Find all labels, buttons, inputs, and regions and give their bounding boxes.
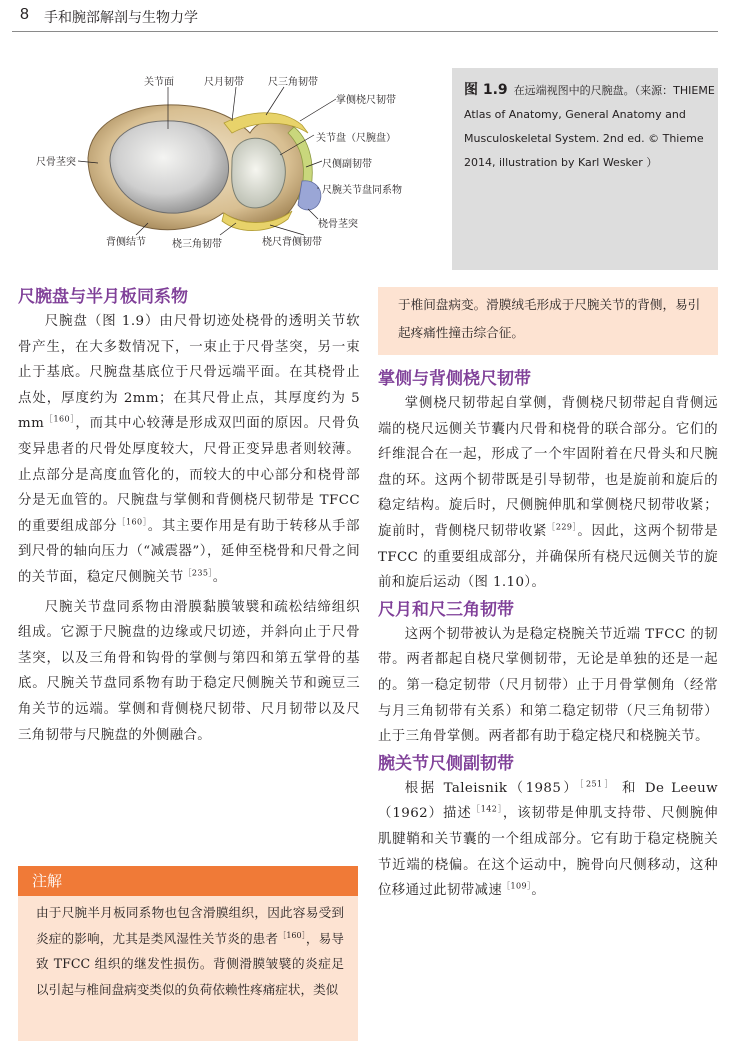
- heading-ulnocarpal-disc: 尺腕盘与半月板同系物: [18, 287, 188, 307]
- heading-radioulnar-ligaments: 掌侧与背侧桡尺韧带: [378, 369, 531, 389]
- citation: ［160］: [117, 517, 148, 527]
- label-radial-styloid: 桡骨茎突: [318, 219, 358, 230]
- header-rule: [12, 31, 718, 32]
- note-body: [18, 896, 358, 1041]
- paragraph-ulnolunate-ulnotriquetral: 这两个韧带被认为是稳定桡腕关节近端 TFCC 的韧带。两者都起自桡尺掌侧韧带，无论是单独的还是一起的。第一稳定韧带（尺月韧带）止于月骨掌侧角（经常与月三角韧带有关系）和第二稳定韧带（尺三角韧带）止于三角骨掌侧。两者都有助于稳定桡尺和桡腕关节。: [378, 626, 718, 745]
- label-ulnar-collateral-ligament: 尺侧副韧带: [322, 159, 372, 170]
- label-ulnotriquetral-ligament: 尺三角韧带: [268, 77, 318, 88]
- anatomy-illustration: [18, 63, 470, 269]
- text-run: ，易导致 TFCC 组织的继发性损伤。背侧滑膜皱襞的炎症足以引起与椎间盘病变类似的负荷依赖性疼痛症状，类似: [36, 930, 345, 997]
- figure-caption-text: 在远端视图中的尺腕盘。（来源：THIEME Atlas of Anatomy, General Anatomy and Musculoskeletal System. 2nd ed. © Thieme 2014, illustration by Karl Wesker ）: [464, 84, 715, 169]
- label-ulnar-styloid: 尺骨茎突: [36, 157, 76, 168]
- label-dorsal-radioulnar-ligament: 桡尺背侧韧带: [262, 237, 322, 248]
- articular-disc-shape: [232, 138, 286, 208]
- page-number: 8: [20, 6, 29, 23]
- text-run: 掌侧桡尺韧带起自掌侧，背侧桡尺韧带起自背侧远端的桡尺远侧关节囊内尺骨和桡骨的联合部分。它们的纤维混合在一起，形成了一个牢固附着在尺骨头和尺腕盘的环。这两个韧带既是引导韧带，也是旋前和旋后的稳定结构。旋后时，尺侧腕伸肌和掌侧桡尺韧带收紧；旋前时，背侧桡尺韧带收紧: [378, 396, 718, 539]
- page-header: [0, 0, 730, 34]
- label-articular-surface: 关节面: [144, 77, 174, 88]
- paragraph-meniscus-homologue: 尺腕关节盘同系物由滑膜黏膜皱襞和疏松结缔组织组成。它源于尺腕盘的边缘或尺切迹，并斜向止于尺骨茎突，以及三角骨和钩骨的掌侧与第四和第五掌骨的基底。尺腕关节盘同系物有助于稳定尺侧腕关节和豌豆三角关节的远端。掌侧和背侧桡尺韧带、尺月韧带以及尺三角韧带与尺腕盘的外侧融合。: [18, 599, 360, 743]
- label-palmar-radioulnar-ligament: 掌侧桡尺韧带: [336, 95, 396, 106]
- text-run: 。因此，这两个韧带是 TFCC 的重要组成部分，并确保所有桡尺远侧关节的旋前和旋后运动（图 1.10）。: [378, 523, 718, 591]
- heading-ulnar-collateral: 腕关节尺侧副韧带: [378, 753, 514, 774]
- label-triquetral-ligament: 桡三角韧带: [172, 239, 222, 250]
- text-run: 。: [212, 569, 227, 585]
- paragraph-ulnar-collateral: [378, 776, 718, 904]
- note-continuation: 于椎间盘病变。滑膜绒毛形成于尺腕关节的背侧，易引起疼痛性撞击综合征。: [378, 287, 718, 355]
- label-ulnolunate-ligament: 尺月韧带: [204, 77, 244, 88]
- figure-ulnocarpal-disc: [18, 63, 470, 269]
- paragraph-ulnocarpal-disc: [18, 309, 360, 591]
- text-run: ，该韧带是伸肌支持带、尺侧腕伸肌腱鞘和关节囊的一个组成部分。它有助于稳定桡腕关节近端的桡偏。在这个运动中，腕骨向尺侧移动，这种位移通过此韧带减速: [378, 806, 719, 899]
- citation: ［160］: [278, 930, 306, 940]
- note-box: [18, 866, 358, 1041]
- label-dorsal-tubercle: 背侧结节: [106, 237, 146, 248]
- left-column: [18, 285, 360, 748]
- text-run: 尺腕盘（图 1.9）由尺骨切迹处桡骨的透明关节软骨产生，在大多数情况下，一束止于尺骨茎突，另一束止于基底。尺腕盘基底位于尺骨远端平面。在其桡骨止点处，厚度约为 2mm；在其尺骨止点，其厚度约为 5 mm: [18, 314, 360, 432]
- citation: ［229］: [547, 522, 578, 532]
- label-meniscus-homologue: 尺腕关节盘同系物: [322, 185, 402, 196]
- citation: ［142］: [471, 804, 503, 814]
- heading-ulnolunate-ulnotriquetral: 尺月和尺三角韧带: [378, 599, 514, 620]
- text-run: 由于尺腕半月板同系物也包含滑膜组织，因此容易受到炎症的影响，尤其是类风湿性关节炎的患者: [36, 905, 344, 946]
- figure-caption: [464, 78, 716, 175]
- note-title: 注解: [18, 866, 358, 896]
- text-run: ，而其中心较薄是形成双凹面的原因。尺骨负变异患者的尺骨处厚度较大，尺骨正变异患者则较薄。止点部分是高度血管化的，而较大的中心部分和桡骨部分是无血管的。尺腕盘与掌侧和背侧桡尺韧带是 TFCC 的重要组成部分: [18, 416, 360, 534]
- right-column: [378, 287, 718, 904]
- meniscus-homologue-shape: [298, 181, 321, 210]
- text-run: 。其主要作用是有助于转移从手部到尺骨的轴向压力（“减震器”），延伸至桡骨和尺骨之间的关节面，稳定尺侧腕关节: [18, 518, 360, 585]
- label-articular-disc: 关节盘（尺腕盘）: [316, 133, 396, 144]
- text-run: 和 De Leeuw（1962）描述: [378, 780, 718, 822]
- figure-caption-box: [452, 68, 718, 270]
- text-run: 。: [531, 883, 546, 899]
- citation: ［235］: [183, 568, 213, 578]
- citation: ［160］: [44, 414, 76, 424]
- text-run: 根据 Taleisnik（1985）: [404, 780, 580, 796]
- running-title: 手和腕部解剖与生物力学: [44, 9, 198, 25]
- paragraph-radioulnar-ligaments: [378, 391, 718, 596]
- citation: ［251］: [579, 779, 616, 789]
- figure-number: 图 1.9: [464, 82, 508, 98]
- citation: ［109］: [502, 881, 532, 891]
